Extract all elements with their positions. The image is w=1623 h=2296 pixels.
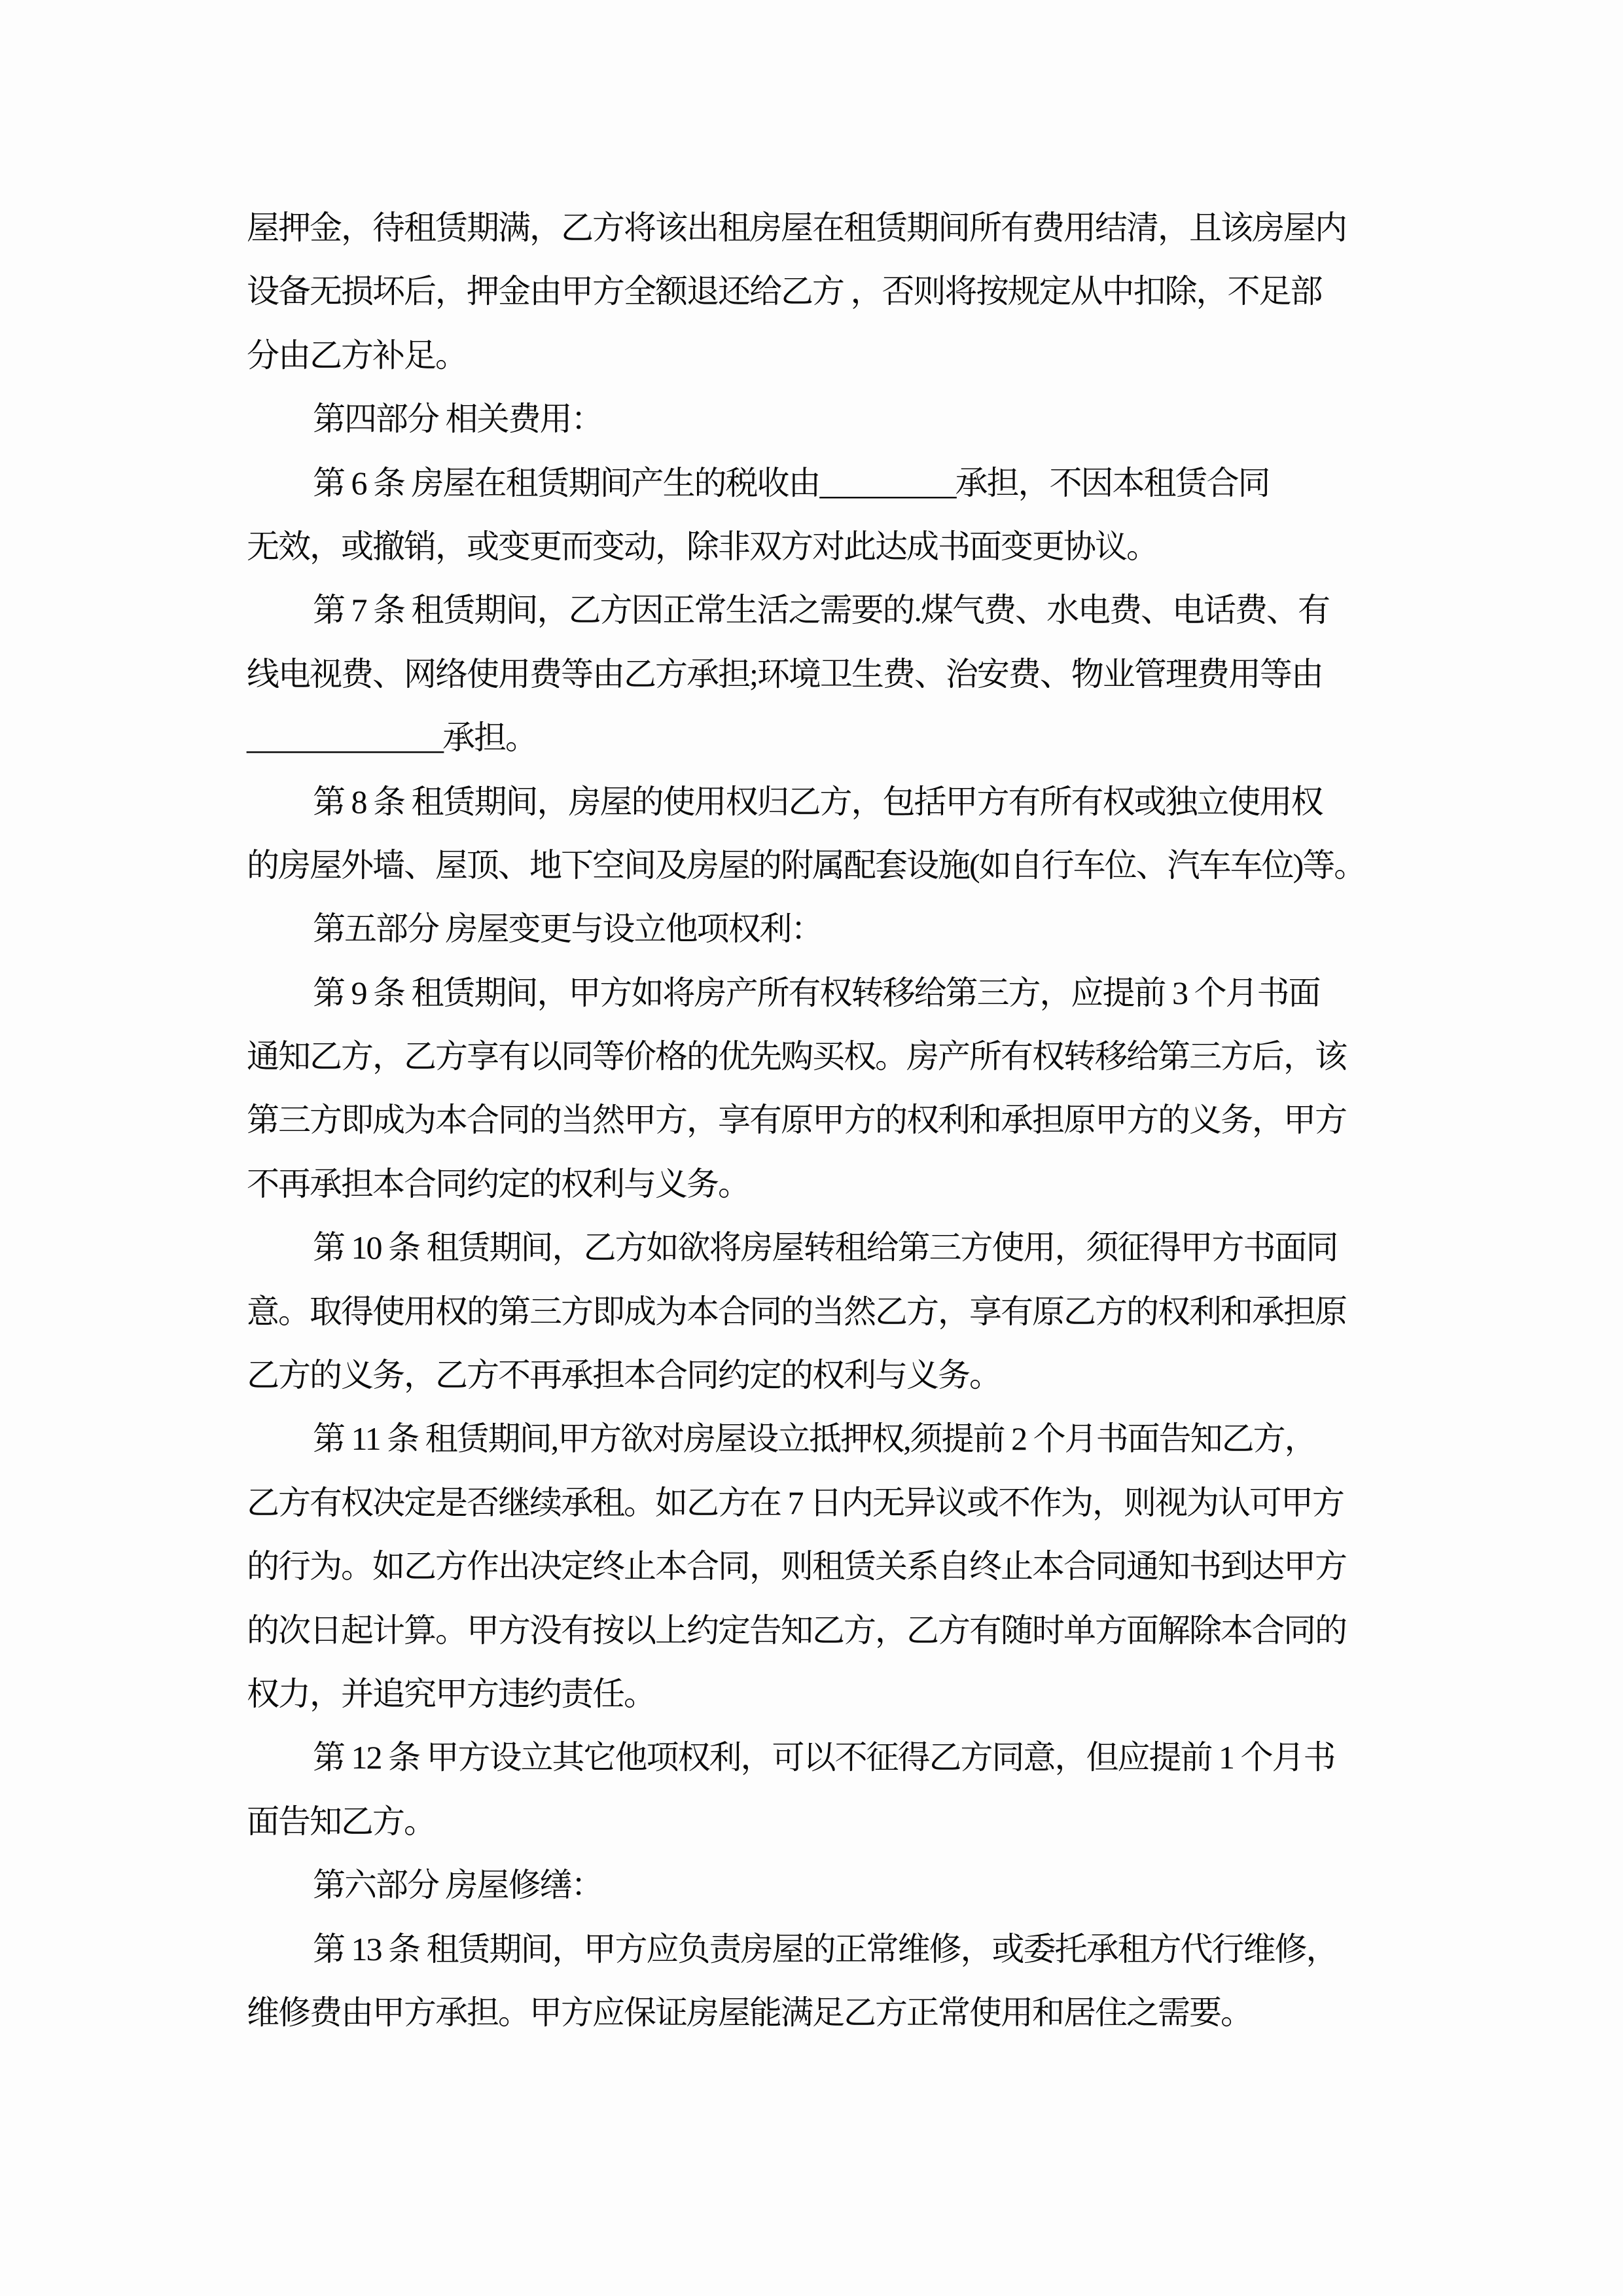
text-line: 乙方的义务，乙方不再承担本合同约定的权利与义务。 — [247, 1357, 1001, 1394]
text-line: 的房屋外墙、屋顶、地下空间及房屋的附属配套设施(如自行车位、汽车车位)等。 — [247, 846, 1366, 884]
text-line: 第 13 条 租赁期间，甲方应负责房屋的正常维修，或委托承租方代行维修， — [313, 1930, 1338, 1967]
text-line: 分由乙方补足。 — [247, 336, 467, 374]
text-line: 第五部分 房屋变更与设立他项权利： — [313, 910, 823, 948]
text-line: 第 12 条 甲方设立其它他项权利，可以不征得乙方同意，但应提前 1 个月书 — [313, 1739, 1335, 1776]
text-line: _____________承担。 — [247, 719, 537, 757]
text-line: 乙方有权决定是否继续承租。如乙方在 7 日内无异议或不作为，则视为认可甲方 — [247, 1484, 1344, 1521]
text-line: 通知乙方，乙方享有以同等价格的优先购买权。房产所有权转移给第三方后，该 — [247, 1038, 1346, 1075]
text-line: 第 11 条 租赁期间,甲方欲对房屋设立抵押权,须提前 2 个月书面告知乙方， — [313, 1420, 1316, 1458]
text-line: 设备无损坏后，押金由甲方全额退还给乙方 ，否则将按规定从中扣除，不足部 — [247, 273, 1322, 310]
text-line: 第 7 条 租赁期间，乙方因正常生活之需要的.煤气费、水电费、电话费、有 — [313, 592, 1329, 629]
text-line: 的次日起计算。甲方没有按以上约定告知乙方，乙方有随时单方面解除本合同的 — [247, 1611, 1346, 1649]
text-line: 意。取得使用权的第三方即成为本合同的当然乙方，享有原乙方的权利和承担原 — [247, 1293, 1346, 1330]
text-line: 不再承担本合同约定的权利与义务。 — [247, 1165, 749, 1202]
text-line: 第 8 条 租赁期间，房屋的使用权归乙方，包括甲方有所有权或独立使用权 — [313, 783, 1323, 820]
text-line: 线电视费、网络使用费等由乙方承担;环境卫生费、治安费、物业管理费用等由 — [247, 655, 1323, 692]
text-line: 第 6 条 房屋在租赁期间产生的税收由_________承担，不因本租赁合同 — [313, 464, 1270, 501]
text-line: 第三方即成为本合同的当然甲方，享有原甲方的权利和承担原甲方的义务，甲方 — [247, 1102, 1346, 1139]
contract-text-block — [247, 196, 1389, 2045]
text-line: 无效，或撤销，或变更而变动，除非双方对此达成书面变更协议。 — [247, 528, 1158, 565]
text-line: 第四部分 相关费用： — [313, 401, 603, 438]
text-line: 的行为。如乙方作出决定终止本合同，则租赁关系自终止本合同通知书到达甲方 — [247, 1548, 1346, 1585]
text-line: 第六部分 房屋修缮： — [313, 1867, 603, 1904]
text-line: 维修费由甲方承担。甲方应保证房屋能满足乙方正常使用和居住之需要。 — [247, 1994, 1252, 2031]
text-line: 第 10 条 租赁期间，乙方如欲将房屋转租给第三方使用，须征得甲方书面同 — [313, 1229, 1338, 1266]
text-line: 屋押金，待租赁期满，乙方将该出租房屋在租赁期间所有费用结清，且该房屋内 — [247, 209, 1346, 246]
text-line: 权力，并追究甲方违约责任。 — [247, 1675, 655, 1712]
text-line: 面告知乙方。 — [247, 1803, 435, 1840]
text-line: 第 9 条 租赁期间，甲方如将房产所有权转移给第三方，应提前 3 个月书面 — [313, 974, 1320, 1011]
